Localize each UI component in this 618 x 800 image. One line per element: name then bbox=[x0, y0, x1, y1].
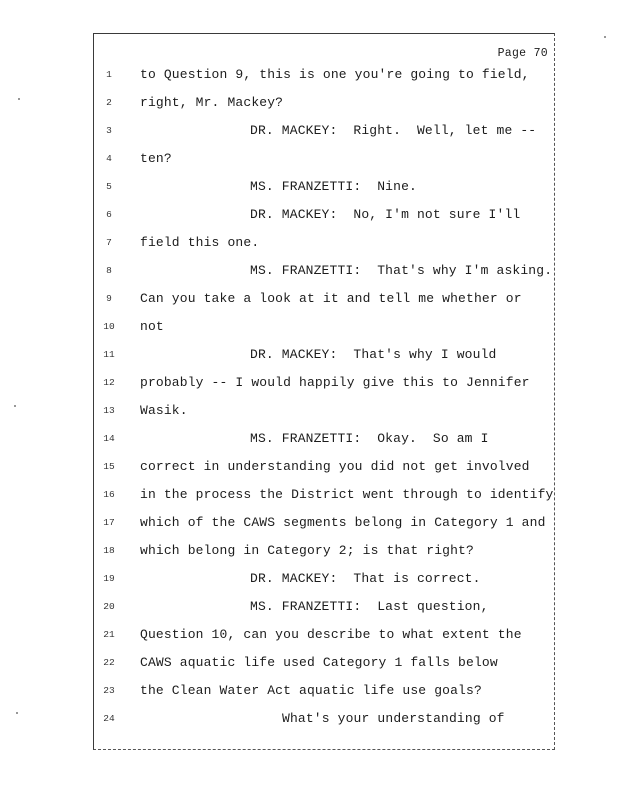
line-number: 1 bbox=[106, 69, 112, 80]
line-number: 2 bbox=[106, 97, 112, 108]
transcript-line bbox=[94, 457, 554, 477]
line-number: 14 bbox=[103, 433, 115, 444]
transcript-line bbox=[94, 429, 554, 449]
line-text: What's your understanding of bbox=[282, 711, 505, 726]
line-number: 10 bbox=[103, 321, 115, 332]
scan-speck bbox=[16, 712, 18, 714]
transcript-line bbox=[94, 261, 554, 281]
transcript-line bbox=[94, 569, 554, 589]
line-number: 12 bbox=[103, 377, 115, 388]
line-number: 6 bbox=[106, 209, 112, 220]
line-number: 13 bbox=[103, 405, 115, 416]
line-number: 4 bbox=[106, 153, 112, 164]
transcript-line bbox=[94, 681, 554, 701]
transcript-line bbox=[94, 485, 554, 505]
scan-speck bbox=[604, 36, 606, 38]
transcript-line bbox=[94, 625, 554, 645]
transcript-line bbox=[94, 65, 554, 85]
line-text: right, Mr. Mackey? bbox=[140, 95, 284, 110]
line-text: ten? bbox=[140, 151, 172, 166]
line-text: Question 10, can you describe to what extent the bbox=[140, 627, 522, 642]
transcript-page bbox=[93, 33, 555, 750]
line-text: which of the CAWS segments belong in Category 1 and bbox=[140, 515, 546, 530]
line-text: DR. MACKEY: That's why I would bbox=[250, 347, 497, 362]
line-text: which belong in Category 2; is that right? bbox=[140, 543, 474, 558]
line-number: 21 bbox=[103, 629, 115, 640]
transcript-line bbox=[94, 317, 554, 337]
transcript-line bbox=[94, 289, 554, 309]
transcript-line bbox=[94, 205, 554, 225]
scan-speck bbox=[18, 98, 20, 100]
line-number: 24 bbox=[103, 713, 115, 724]
transcript-line bbox=[94, 373, 554, 393]
page-number: Page 70 bbox=[497, 47, 548, 60]
line-text: to Question 9, this is one you're going to field, bbox=[140, 67, 530, 82]
line-text: correct in understanding you did not get involved bbox=[140, 459, 530, 474]
transcript-line bbox=[94, 149, 554, 169]
transcript-line bbox=[94, 177, 554, 197]
line-number: 11 bbox=[103, 349, 115, 360]
line-text: MS. FRANZETTI: That's why I'm asking. bbox=[250, 263, 553, 278]
scan-speck bbox=[14, 405, 16, 407]
line-text: in the process the District went through to identify bbox=[140, 487, 554, 502]
transcript-line bbox=[94, 345, 554, 365]
line-number: 9 bbox=[106, 293, 112, 304]
line-number: 5 bbox=[106, 181, 112, 192]
line-number: 18 bbox=[103, 545, 115, 556]
transcript-line bbox=[94, 709, 554, 729]
line-number: 17 bbox=[103, 517, 115, 528]
transcript-line bbox=[94, 401, 554, 421]
transcript-line bbox=[94, 653, 554, 673]
line-text: MS. FRANZETTI: Last question, bbox=[250, 599, 489, 614]
transcript-line bbox=[94, 93, 554, 113]
transcript-line bbox=[94, 513, 554, 533]
line-number: 23 bbox=[103, 685, 115, 696]
line-text: the Clean Water Act aquatic life use goals? bbox=[140, 683, 482, 698]
line-number: 20 bbox=[103, 601, 115, 612]
transcript-line bbox=[94, 597, 554, 617]
line-number: 8 bbox=[106, 265, 112, 276]
line-text: MS. FRANZETTI: Okay. So am I bbox=[250, 431, 489, 446]
line-number: 7 bbox=[106, 237, 112, 248]
line-number: 3 bbox=[106, 125, 112, 136]
line-number: 19 bbox=[103, 573, 115, 584]
line-text: DR. MACKEY: Right. Well, let me -- bbox=[250, 123, 537, 138]
line-text: MS. FRANZETTI: Nine. bbox=[250, 179, 417, 194]
line-text: field this one. bbox=[140, 235, 260, 250]
line-text: Wasik. bbox=[140, 403, 188, 418]
transcript-line bbox=[94, 233, 554, 253]
line-text: not bbox=[140, 319, 164, 334]
line-text: CAWS aquatic life used Category 1 falls below bbox=[140, 655, 498, 670]
transcript-line bbox=[94, 541, 554, 561]
line-text: Can you take a look at it and tell me whether or bbox=[140, 291, 522, 306]
line-text: probably -- I would happily give this to Jennifer bbox=[140, 375, 530, 390]
line-text: DR. MACKEY: No, I'm not sure I'll bbox=[250, 207, 521, 222]
line-number: 16 bbox=[103, 489, 115, 500]
transcript-line bbox=[94, 121, 554, 141]
line-number: 22 bbox=[103, 657, 115, 668]
line-text: DR. MACKEY: That is correct. bbox=[250, 571, 481, 586]
line-number: 15 bbox=[103, 461, 115, 472]
